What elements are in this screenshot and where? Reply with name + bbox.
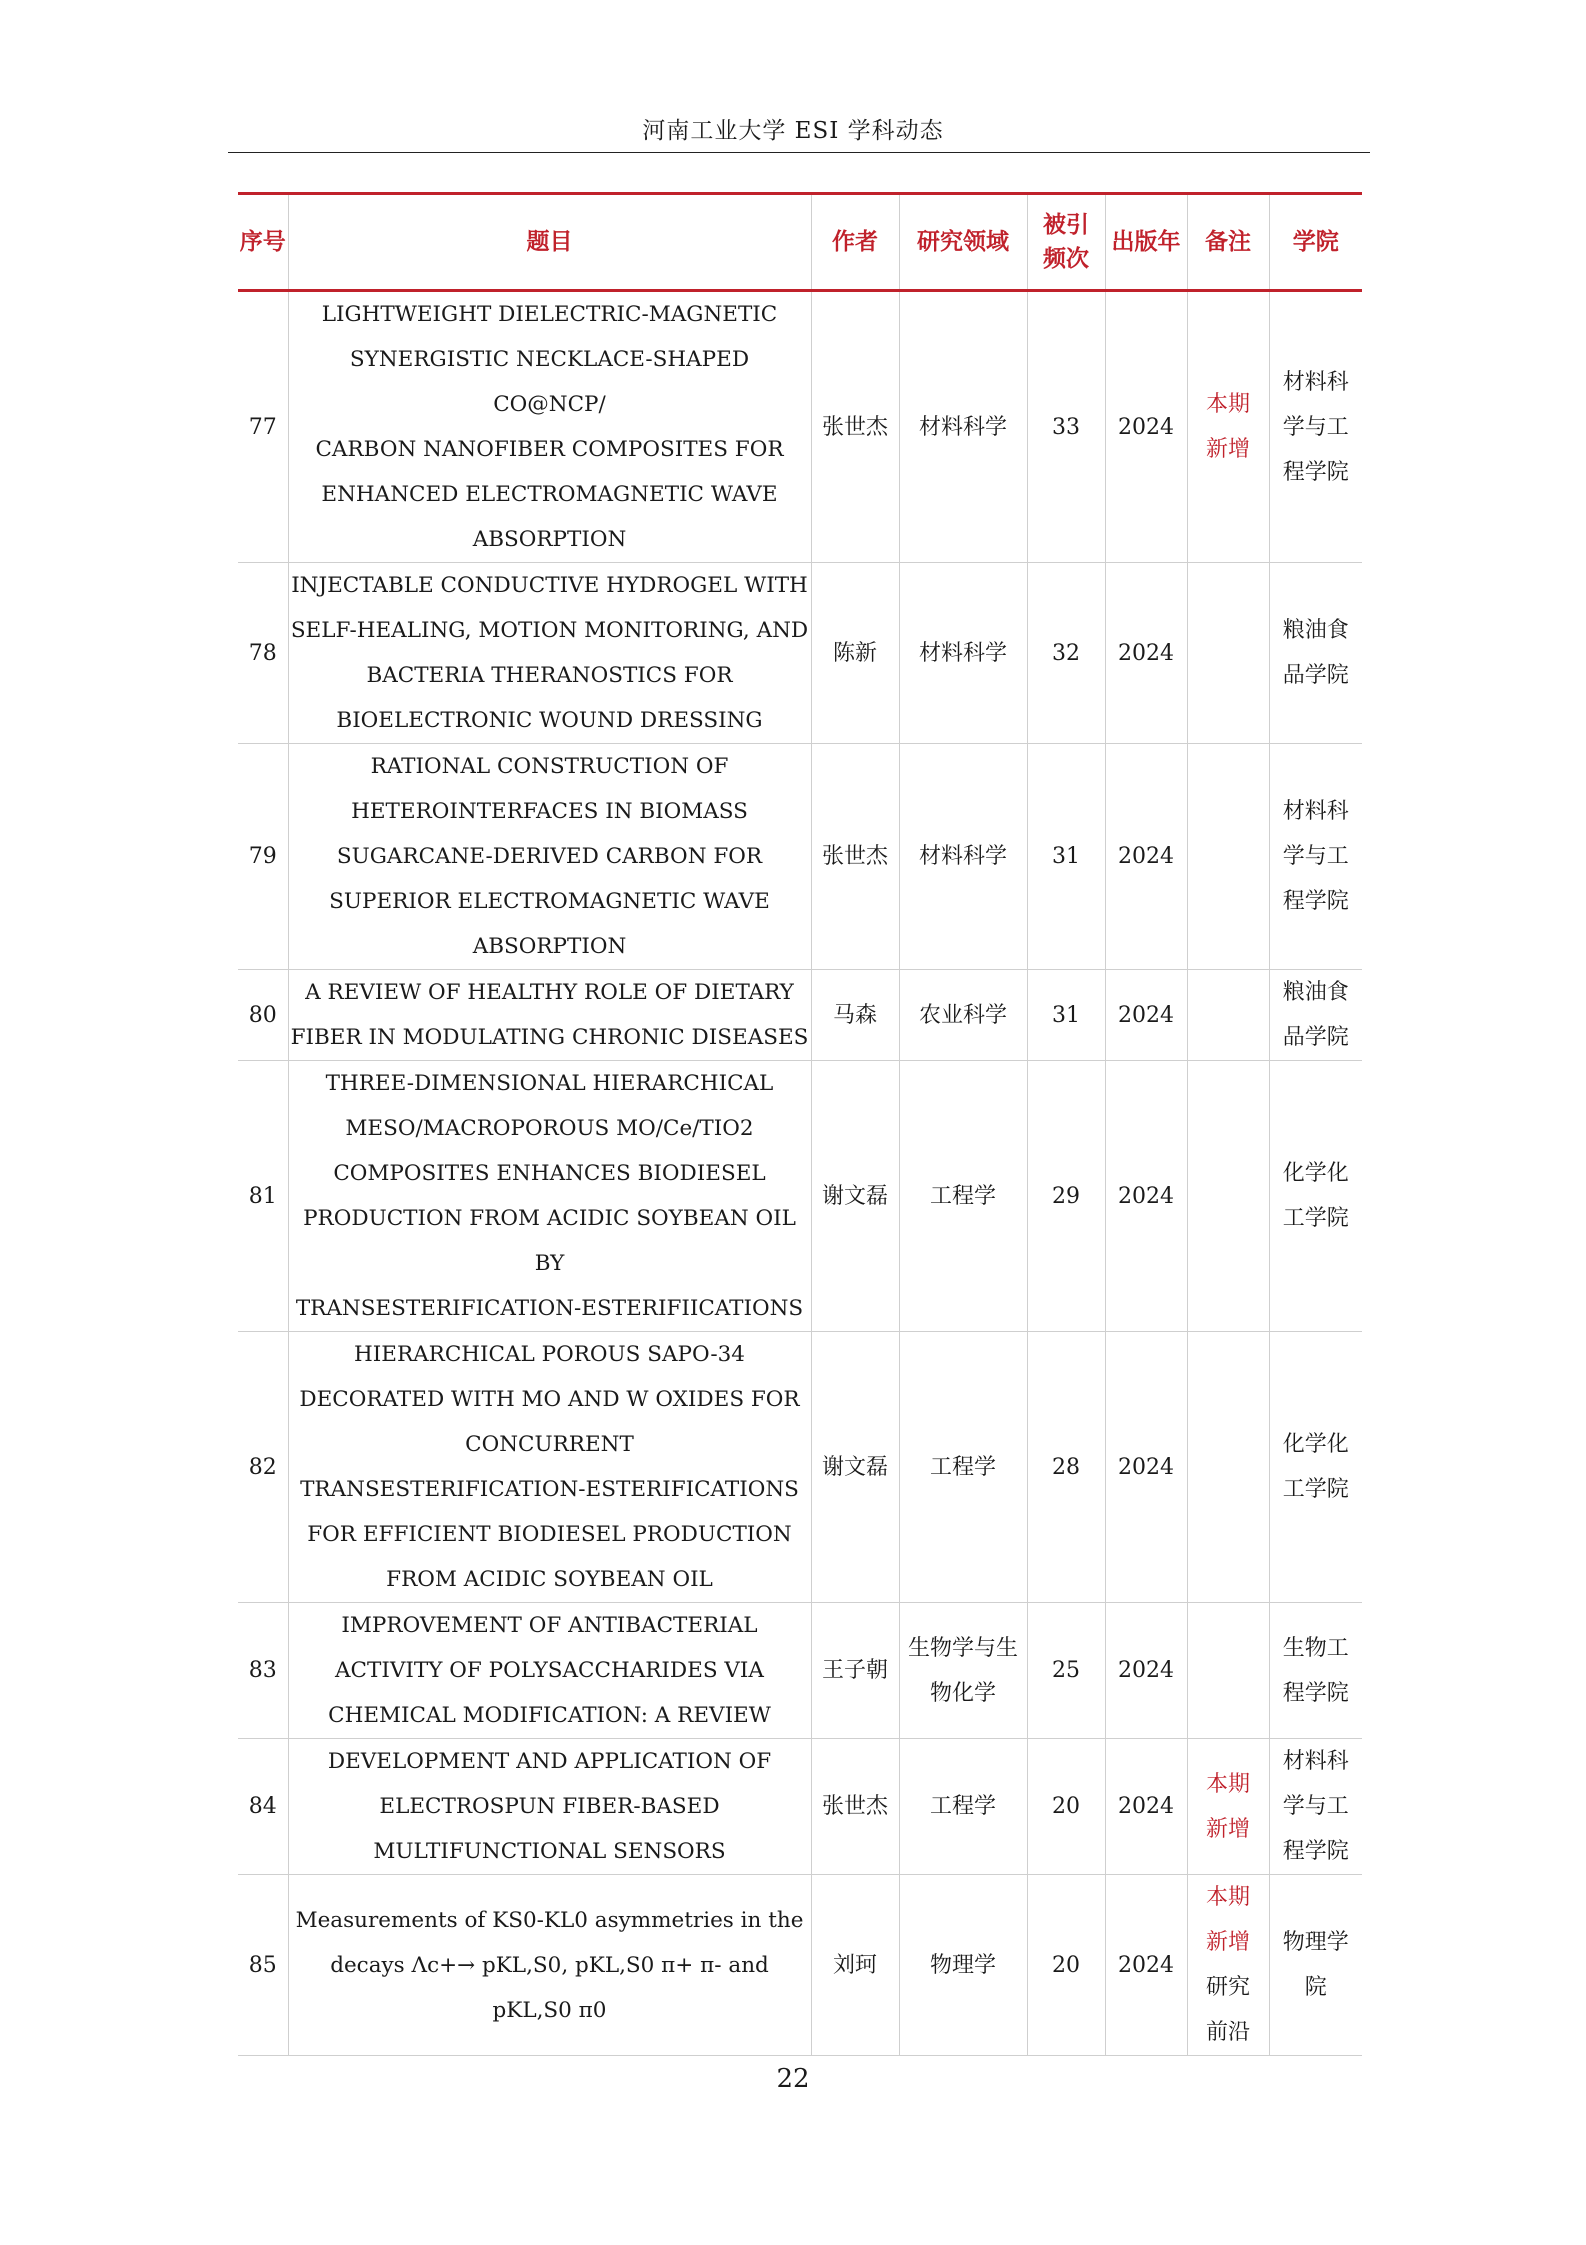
- header-title: 题目: [288, 194, 811, 291]
- title-line: HETEROINTERFACES IN BIOMASS: [351, 799, 748, 824]
- cell-note: [1187, 970, 1269, 1061]
- cell-note: [1187, 563, 1269, 744]
- header-cited: [1027, 194, 1105, 291]
- cell-note: [1187, 744, 1269, 970]
- cell-author: 陈新: [811, 563, 899, 744]
- cell-year: 2024: [1105, 1061, 1187, 1332]
- cell-field: [899, 1061, 1027, 1332]
- page-number: 22: [776, 2064, 810, 2094]
- title-line: DECORATED WITH MO AND W OXIDES FOR: [299, 1387, 800, 1412]
- cell-seq: 79: [238, 744, 288, 970]
- college-line: 学与工: [1282, 844, 1349, 869]
- cell-author: 张世杰: [811, 291, 899, 563]
- college-line: 粮油食: [1282, 618, 1349, 643]
- title-line: ACTIVITY OF POLYSACCHARIDES VIA: [335, 1658, 764, 1683]
- college-line: 工学院: [1282, 1477, 1349, 1502]
- header-seq: 序号: [238, 194, 288, 291]
- college-line: 院: [1304, 1975, 1327, 2000]
- title-line: MULTIFUNCTIONAL SENSORS: [373, 1839, 726, 1864]
- cell-college: [1269, 1332, 1362, 1603]
- cell-cited: 31: [1027, 744, 1105, 970]
- note-line: 研究: [1205, 1975, 1250, 2000]
- cell-field: [899, 563, 1027, 744]
- cell-note: [1187, 1061, 1269, 1332]
- header-college: 学院: [1269, 194, 1362, 291]
- cell-year: 2024: [1105, 563, 1187, 744]
- cell-title: [288, 970, 811, 1061]
- cell-college: [1269, 563, 1362, 744]
- title-line: SUGARCANE-DERIVED CARBON FOR: [336, 844, 763, 869]
- cell-author: 刘珂: [811, 1875, 899, 2056]
- cell-cited: 28: [1027, 1332, 1105, 1603]
- header-author: 作者: [811, 194, 899, 291]
- cell-year: 2024: [1105, 1739, 1187, 1875]
- table-row: [238, 1332, 1362, 1603]
- cell-college: [1269, 1061, 1362, 1332]
- cell-seq: 81: [238, 1061, 288, 1332]
- header-note: 备注: [1187, 194, 1269, 291]
- title-line: ELECTROSPUN FIBER-BASED: [379, 1794, 720, 1819]
- title-line: IMPROVEMENT OF ANTIBACTERIAL: [341, 1613, 758, 1638]
- title-line: MESO/MACROPOROUS MO/Ce/TIO2: [345, 1116, 754, 1141]
- cell-cited: 20: [1027, 1739, 1105, 1875]
- title-line: COMPOSITES ENHANCES BIODIESEL: [333, 1161, 766, 1186]
- cell-year: 2024: [1105, 970, 1187, 1061]
- cell-note: [1187, 1332, 1269, 1603]
- title-line: DEVELOPMENT AND APPLICATION OF: [327, 1749, 772, 1774]
- cell-seq: 85: [238, 1875, 288, 2056]
- title-line: BY: [534, 1251, 565, 1276]
- cell-college: [1269, 1603, 1362, 1739]
- table-row: [238, 744, 1362, 970]
- cell-seq: 80: [238, 970, 288, 1061]
- field-line: 材料科学: [918, 414, 1007, 440]
- header-divider: [228, 152, 1370, 153]
- table-row: [238, 1061, 1362, 1332]
- title-line: CHEMICAL MODIFICATION: A REVIEW: [328, 1703, 771, 1728]
- cell-field: [899, 1875, 1027, 2056]
- cell-field: [899, 1739, 1027, 1875]
- header-year: 出版年: [1105, 194, 1187, 291]
- college-line: 化学化: [1282, 1161, 1349, 1186]
- cell-cited: 29: [1027, 1061, 1105, 1332]
- cell-title: [288, 291, 811, 563]
- table-row: [238, 1603, 1362, 1739]
- title-line: CARBON NANOFIBER COMPOSITES FOR: [315, 437, 784, 462]
- title-line: ENHANCED ELECTROMAGNETIC WAVE: [321, 482, 778, 507]
- cell-note: [1187, 1875, 1269, 2056]
- title-line: HIERARCHICAL POROUS SAPO-34: [354, 1342, 745, 1367]
- field-line: 材料科学: [918, 640, 1007, 666]
- cell-year: 2024: [1105, 744, 1187, 970]
- cell-year: 2024: [1105, 291, 1187, 563]
- field-line: 物理学: [929, 1952, 996, 1978]
- table-row: [238, 291, 1362, 563]
- cell-author: 谢文磊: [811, 1061, 899, 1332]
- table-header-row: [238, 194, 1362, 291]
- cell-field: [899, 1603, 1027, 1739]
- title-line: INJECTABLE CONDUCTIVE HYDROGEL WITH: [291, 573, 808, 598]
- college-line: 品学院: [1282, 663, 1349, 688]
- cell-title: [288, 1603, 811, 1739]
- college-line: 工学院: [1282, 1206, 1349, 1231]
- cell-field: [899, 970, 1027, 1061]
- college-line: 生物工: [1282, 1635, 1349, 1661]
- table-row: [238, 563, 1362, 744]
- header-cited-line: 频次: [1043, 245, 1089, 272]
- cell-title: [288, 744, 811, 970]
- note-line: 新增: [1205, 437, 1250, 462]
- title-line: SYNERGISTIC NECKLACE-SHAPED CO@NCP/: [349, 347, 750, 417]
- cell-cited: 32: [1027, 563, 1105, 744]
- cell-title: [288, 1875, 811, 2056]
- cell-college: [1269, 970, 1362, 1061]
- title-line: SUPERIOR ELECTROMAGNETIC WAVE: [329, 889, 770, 914]
- title-line: FIBER IN MODULATING CHRONIC DISEASES: [290, 1025, 809, 1050]
- note-line: 新增: [1205, 1930, 1250, 1955]
- college-line: 程学院: [1282, 459, 1349, 485]
- title-line: decays Λc+→ pKL,S0, pKL,S0 π+ π- and pKL,S0 π0: [330, 1952, 769, 2023]
- field-line: 生物学与生: [907, 1635, 1018, 1661]
- note-line: 本期: [1205, 1885, 1250, 1910]
- cell-note: [1187, 1603, 1269, 1739]
- cell-seq: 77: [238, 291, 288, 563]
- cell-college: [1269, 744, 1362, 970]
- cell-title: [288, 563, 811, 744]
- field-line: 工程学: [929, 1454, 996, 1480]
- cell-note: [1187, 291, 1269, 563]
- cell-seq: 82: [238, 1332, 288, 1603]
- college-line: 物理学: [1282, 1930, 1349, 1955]
- cell-cited: 31: [1027, 970, 1105, 1061]
- college-line: 材料科: [1282, 799, 1349, 824]
- college-line: 程学院: [1282, 889, 1349, 914]
- cell-cited: 20: [1027, 1875, 1105, 2056]
- cell-author: 张世杰: [811, 744, 899, 970]
- table-row: [238, 970, 1362, 1061]
- cell-year: 2024: [1105, 1603, 1187, 1739]
- college-line: 学与工: [1282, 1794, 1349, 1819]
- note-line: 新增: [1205, 1816, 1250, 1842]
- college-line: 品学院: [1282, 1025, 1349, 1050]
- college-line: 粮油食: [1282, 980, 1349, 1005]
- cell-seq: 84: [238, 1739, 288, 1875]
- note-line: 本期: [1205, 1771, 1250, 1797]
- cell-field: [899, 744, 1027, 970]
- title-line: FOR EFFICIENT BIODIESEL PRODUCTION: [307, 1522, 792, 1547]
- college-line: 程学院: [1282, 1680, 1349, 1706]
- field-line: 物化学: [929, 1680, 996, 1706]
- cell-college: [1269, 1875, 1362, 2056]
- field-line: 工程学: [929, 1794, 996, 1819]
- table-row: [238, 1739, 1362, 1875]
- page-header-title: 河南工业大学 ESI 学科动态: [642, 118, 944, 144]
- esi-papers-table-container: [238, 192, 1362, 2056]
- title-line: A REVIEW OF HEALTHY ROLE OF DIETARY: [305, 980, 794, 1005]
- college-line: 材料科: [1282, 1749, 1349, 1774]
- college-line: 化学化: [1282, 1432, 1349, 1457]
- title-line: TRANSESTERIFICATION-ESTERIFIICATIONS: [295, 1296, 804, 1321]
- field-line: 材料科学: [918, 844, 1007, 869]
- title-line: SELF-HEALING, MOTION MONITORING, AND: [290, 618, 809, 643]
- college-line: 材料科: [1282, 369, 1349, 395]
- header-cited-line: 被引: [1043, 210, 1089, 238]
- title-line: ABSORPTION: [472, 934, 627, 959]
- title-line: CONCURRENT: [465, 1432, 634, 1457]
- title-line: LIGHTWEIGHT DIELECTRIC-MAGNETIC: [321, 302, 778, 327]
- title-line: BIOELECTRONIC WOUND DRESSING: [336, 708, 763, 733]
- table-body: [238, 291, 1362, 2056]
- cell-title: [288, 1332, 811, 1603]
- cell-author: 谢文磊: [811, 1332, 899, 1603]
- cell-year: 2024: [1105, 1332, 1187, 1603]
- cell-year: 2024: [1105, 1875, 1187, 2056]
- cell-note: [1187, 1739, 1269, 1875]
- field-line: 农业科学: [918, 1002, 1007, 1028]
- cell-field: [899, 291, 1027, 563]
- title-line: BACTERIA THERANOSTICS FOR: [366, 663, 733, 688]
- cell-author: 张世杰: [811, 1739, 899, 1875]
- title-line: ABSORPTION: [472, 527, 627, 552]
- header-field: 研究领域: [899, 194, 1027, 291]
- cell-title: [288, 1739, 811, 1875]
- esi-papers-table: [238, 192, 1362, 2056]
- cell-field: [899, 1332, 1027, 1603]
- cell-cited: 25: [1027, 1603, 1105, 1739]
- college-line: 程学院: [1282, 1839, 1349, 1864]
- note-line: 本期: [1205, 392, 1250, 417]
- title-line: THREE-DIMENSIONAL HIERARCHICAL: [325, 1071, 774, 1096]
- title-line: TRANSESTERIFICATION-ESTERIFICATIONS: [300, 1477, 799, 1502]
- title-line: FROM ACIDIC SOYBEAN OIL: [386, 1567, 713, 1592]
- cell-college: [1269, 291, 1362, 563]
- cell-cited: 33: [1027, 291, 1105, 563]
- cell-college: [1269, 1739, 1362, 1875]
- title-line: PRODUCTION FROM ACIDIC SOYBEAN OIL: [303, 1206, 796, 1231]
- title-line: Measurements of KS0-KL0 asymmetries in the: [295, 1907, 804, 1933]
- college-line: 学与工: [1282, 414, 1349, 440]
- field-line: 工程学: [929, 1183, 996, 1209]
- note-line: 前沿: [1205, 2020, 1250, 2045]
- title-line: RATIONAL CONSTRUCTION OF: [370, 754, 729, 779]
- cell-author: 马森: [811, 970, 899, 1061]
- cell-title: [288, 1061, 811, 1332]
- cell-author: 王子朝: [811, 1603, 899, 1739]
- cell-seq: 83: [238, 1603, 288, 1739]
- cell-seq: 78: [238, 563, 288, 744]
- table-row: [238, 1875, 1362, 2056]
